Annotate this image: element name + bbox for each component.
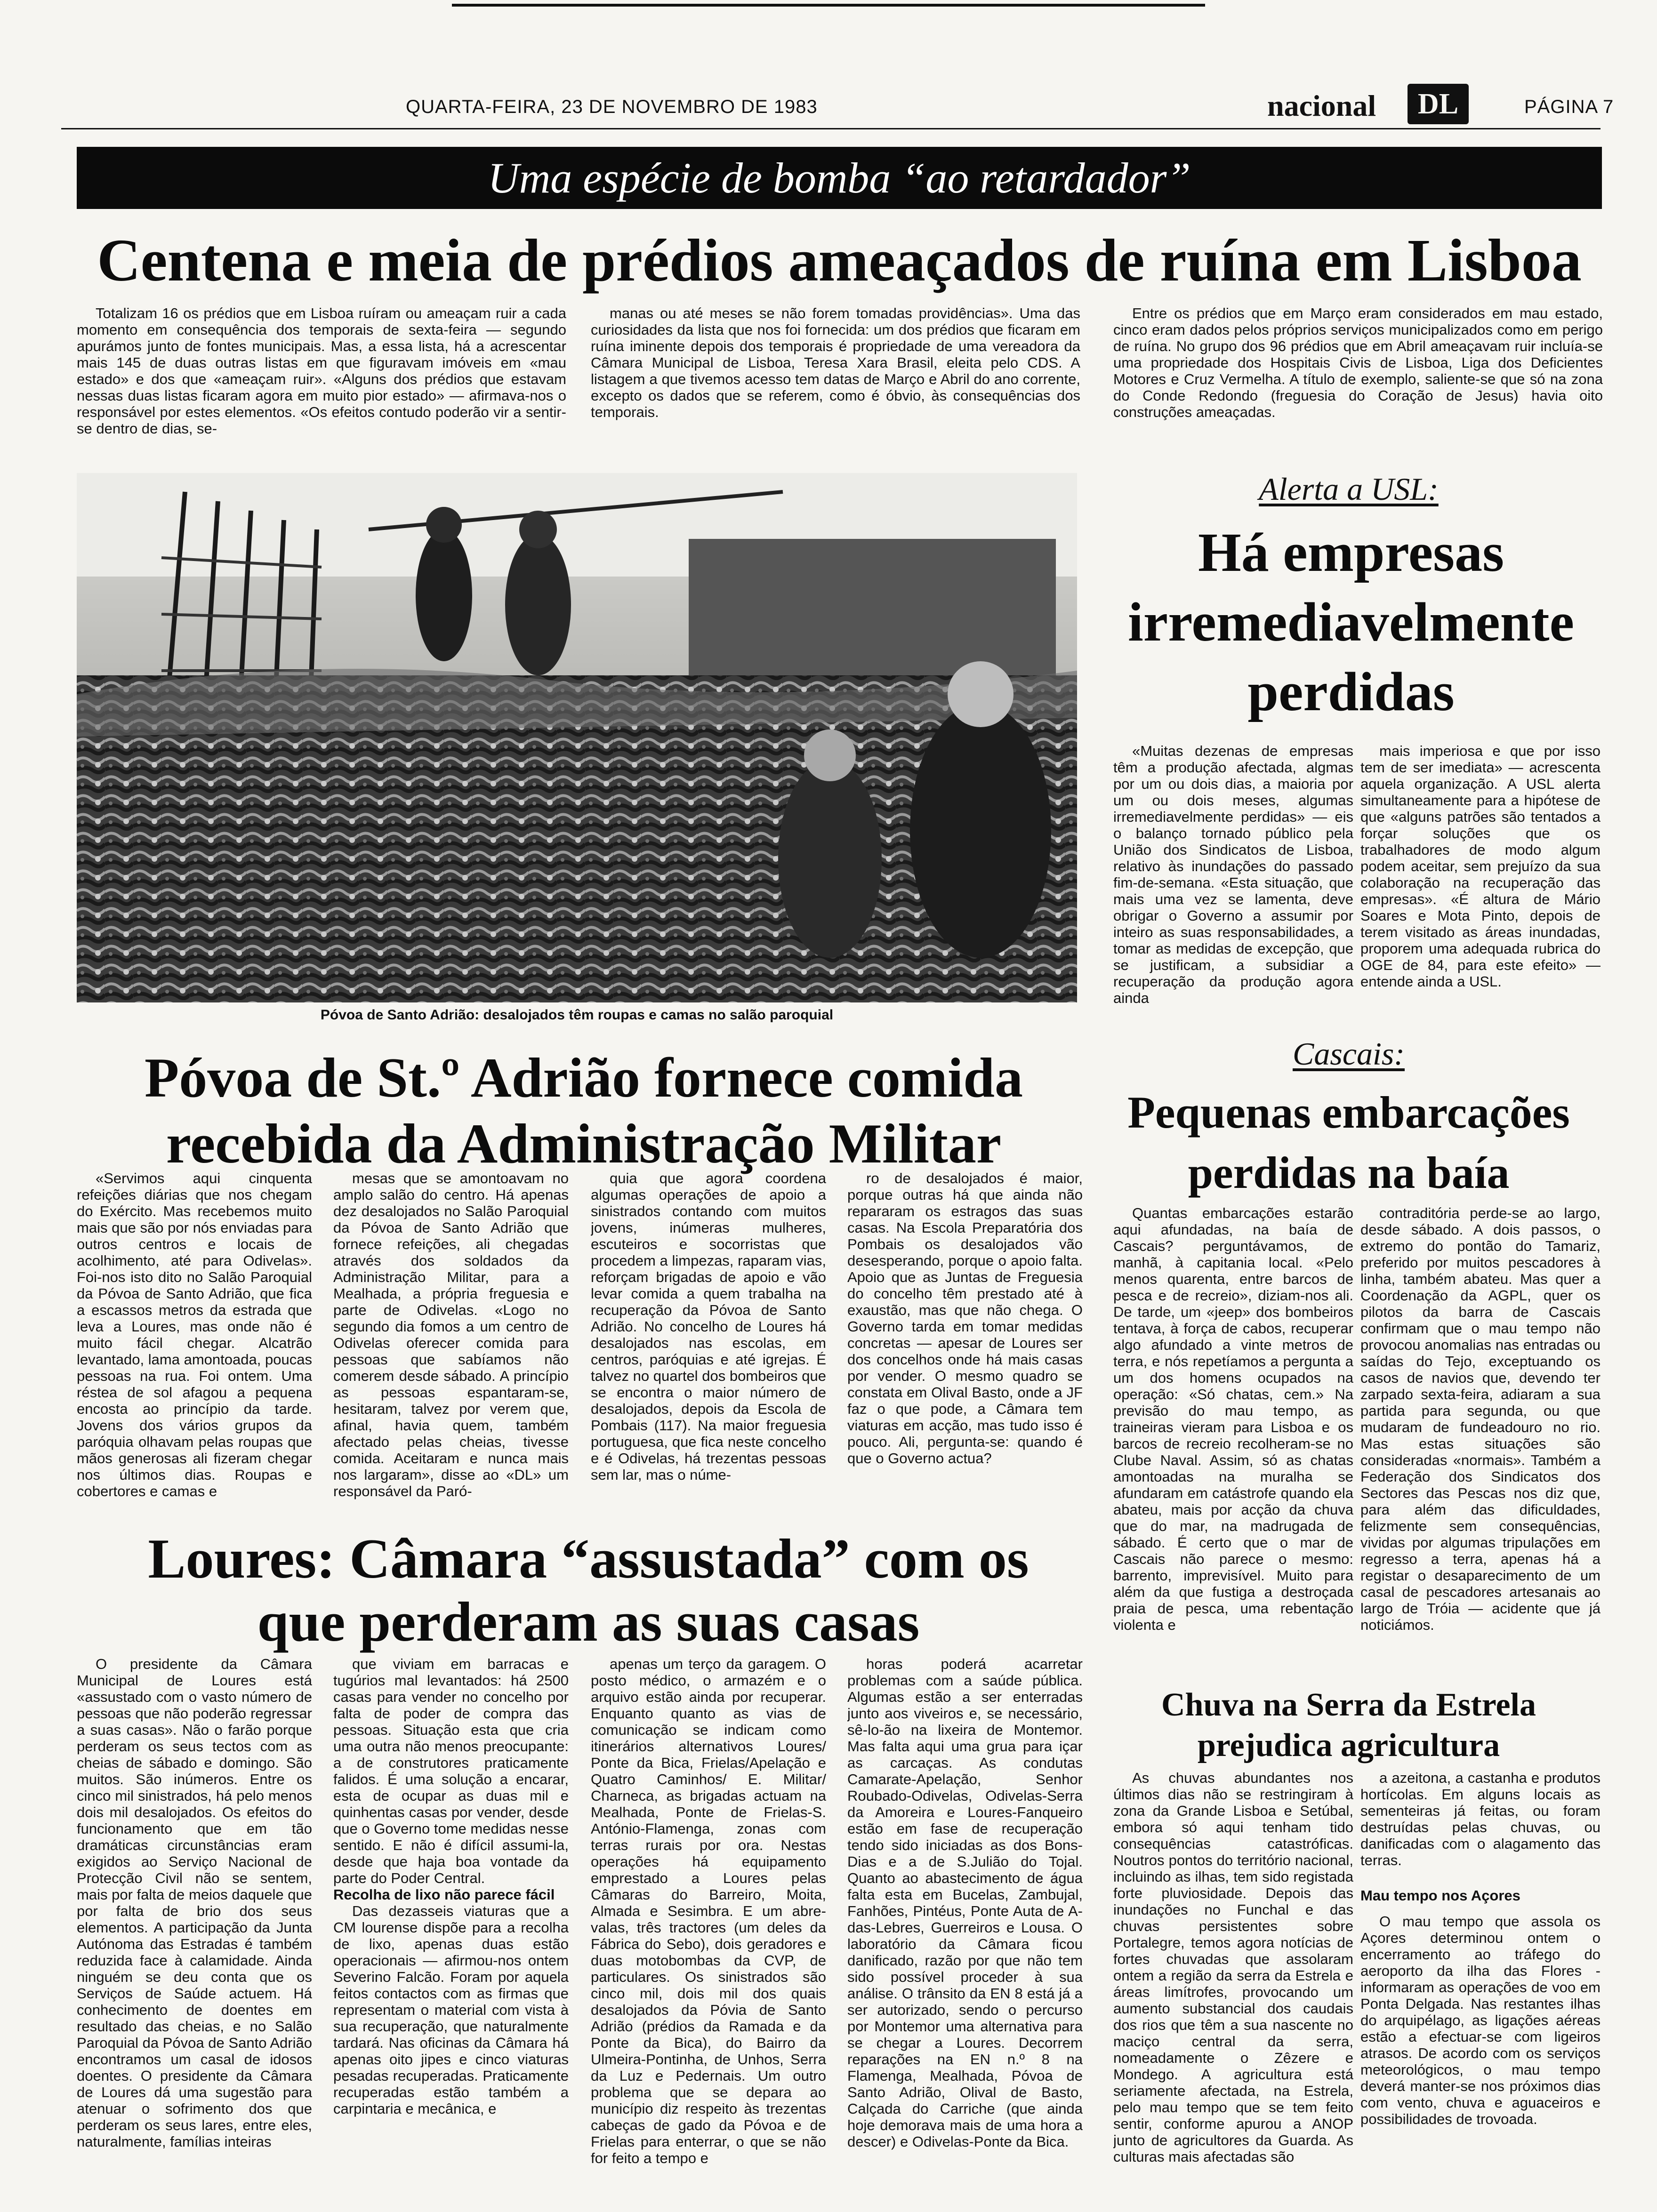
povoa-col4: ro de desalojados é maior, porque outras há que ainda não repararam os estragos das suas casas. Na Escola Preparatória dos Pombais os desalojados vão desesperando, porque o apoio falta. Apoio que as Juntas de Freguesia do concelho têm prestado até à exaustão, mas que não chega. O Governo tarda em tomar medidas concretas — apesar de Loures ser dos concelhos onde há mais casas por vender. O mesmo quadro se constata em Olival Basto, onde a JF faz o que pode, a Câmara tem viaturas em acção, mas tudo isso é pouco. Ali, pergunta-se: quando é que o Governo actua? xyxy=(847,1170,1083,1467)
section-name: nacional xyxy=(1267,89,1376,122)
photo-scene xyxy=(77,473,1077,1002)
usl-kicker: Alerta a USL: xyxy=(1259,471,1439,507)
usl-col1: «Muitas dezenas de empresas têm a produção afectada, algmas por um ou dois dias, a maioria por um ou dois meses, algumas irremediavelmente perdidas» — eis o balanço tornado público pela União dos Sindicatos de Lisboa, relativo às inundações do passado fim-de-semana. «Esta situação, que mais uma vez se lamenta, deve obrigar o Governo a assumir por inteiro as suas responsabilidades, a tomar as medidas de excepção, que se justificam, a subsidiar a recuperação da produção agora ainda xyxy=(1113,743,1353,1006)
cascais-headline: Pequenas embarcações perdidas na baía xyxy=(1127,1087,1570,1198)
loures-col1: O presidente da Câmara Municipal de Loures está «assustado com o vasto número de pessoas que não poderão regressar a suas casas». Não o farão porque perderam os seus tectos com as cheias de sábado e domingo. São muitos. São inúmeros. Entre os cinco mil sinistrados, há pelo menos dois mil desalojados. Os efeitos do funcionamento que em tão dramáticas circunstâncias eram exigidos ao Serviço Nacional de Protecção Civil não se sentem, mais por falta de meios daquele que por falta de brio dos seus elementos. A participação da Junta Autónoma das Estradas é também reduzida face à calamidade. Ainda ninguém se deu conta que os Serviços de Saúde actuem. Há conhecimento de doentes em resultado das cheias, e no Salão Paroquial da Póvoa de Santo Adrião encontramos um casal de idosos doentes. O presidente da Câmara de Loures dá uma sugestão para atenuar o sofrimento dos que perderam os seus lares, entre eles, naturalmente, famílias inteiras xyxy=(77,1656,312,2150)
photo-caption: Póvoa de Santo Adrião: desalojados têm roupas e camas no salão paroquial xyxy=(320,1007,834,1023)
loures-col4: horas poderá acarretar problemas com a saúde pública. Algumas estão a ser enterradas junto aos viveiros e, se necessário, sê-lo-ão na lixeira de Montemor. Mas falta aqui uma grua para içar as carcaças. As condutas Camarate-Apelação, Senhor Roubado-Odivelas, Odivelas-Serra da Amoreira e Loures-Fanqueiro estão em fase de recuperação tendo sido iniciadas as dos Bons-Dias e a de S.Julião do Tojal. Quanto ao abastecimento de água falta esta em Bucelas, Zambujal, Fanhões, Pintéus, Ponte Auta de A-das-Lebres, Guerreiros e Lousa. O laboratório da Câmara ficou danificado, razão por que não tem sido possível proceder à sua análise. O trânsito da EN 8 está já a ser autorizado, sendo o percurso por Montemor uma alternativa para se chegar a Loures. Decorrem reparações na EN n.º 8 na Flamenga, Mealhada, Póvoa de Santo Adrião, Olival de Basto, Calçada do Carriche (que ainda hoje demorava mais de uma hora a descer) e Odivelas-Ponte da Bica. xyxy=(847,1656,1083,2150)
top-edge-rule xyxy=(452,4,1205,7)
loures-headline: Loures: Câmara “assustada” com os que perderam as suas casas xyxy=(148,1527,1029,1653)
masthead-rule xyxy=(61,128,1601,129)
loures-subhead: Recolha de lixo não parece fácil xyxy=(333,1886,555,1903)
logo-text: DL xyxy=(1417,88,1459,120)
news-photo xyxy=(77,473,1077,1002)
article1-col2: manas ou até meses se não forem tomadas providências». Uma das curiosidades da lista que nos foi fornecida: um dos prédios que ficaram em ruína iminente depois dos temporais é propriedade de uma vereadora da Câmara Municipal de Lisboa, Teresa Xara Brasil, eleita pelo CDS. A listagem a que tivemos acesso tem datas de Março e Abril do ano corrente, excepto os dados que se referem, como é óbvio, às consequências dos temporais. xyxy=(591,305,1080,420)
usl-headline: Há empresas irremediavelmente perdidas xyxy=(1128,521,1574,722)
estrela-headline: Chuva na Serra da Estrela prejudica agricultura xyxy=(1161,1687,1536,1763)
povoa-headline: Póvoa de St.º Adrião fornece comida recebida da Administração Militar xyxy=(144,1046,1023,1175)
cascais-kicker: Cascais: xyxy=(1293,1036,1405,1072)
povoa-col3: quia que agora coordena algumas operações de apoio a sinistrados contando com muitos jovens, inúmeras mulheres, escuteiros e socorristas que procedem a limpezas, raparam vias, reforçam brigadas de apoio e vão levar comida a quem trabalha na recuperação da Póvoa de Santo Adrião. No concelho de Loures há desalojados nas escolas, em centros, paróquias e até igrejas. É talvez no quartel dos bombeiros que se encontra o maior número de desalojados, depois da Escola de Pombais (117). Na maior freguesia portuguesa, que fica neste concelho e é Odivelas, há trezentas pessoas sem lar, mas o núme- xyxy=(591,1170,826,1483)
cascais-col2: contraditória perde-se ao largo, desde sábado. A dois passos, o extremo do pontão do Tamariz, preferido por muitos pescadores à linha, também abateu. Mas quer a Coordenação da AGPL, quer os pilotos da barra de Cascais confirmam que o mau tempo não provocou anomalias nas entradas ou saídas do Tejo, exceptuando os casos de navios que, devendo ter zarpado sexta-feira, adiaram a sua partida para segunda, ou que mudaram de fundeadouro no rio. Mas estas situações são consideradas «normais». Também a Federação dos Sindicatos dos Sectores das Pescas nos diz que, para além das dificuldades, felizmente sem consequências, vividas por algumas tripulações em regresso a terra, apenas há a registar o desaparecimento de um casal de pescadores artesanais ao largo de Tróia — acidente que já noticiámos. xyxy=(1360,1205,1601,1633)
page-number: PÁGINA 7 xyxy=(1524,96,1614,117)
article1-col3: Entre os prédios que em Março eram considerados em mau estado, cinco eram dados pelos próprios serviços municipalizados como em perigo de ruína. No grupo dos 96 prédios que em Abril ameaçavam ruir incluía-se uma propriedade dos Hospitais Civis de Lisboa, Liga dos Deficientes Motores e Cruz Vermelha. A título de exemplo, saliente-se que só na zona do Conde Redondo (freguesia do Coração de Jesus) havia oito construções ameaçadas. xyxy=(1113,305,1603,420)
cascais-col1: Quantas embarcações estarão aqui afundadas, na baía de Cascais? perguntávamos, de manhã, à capitania local. «Pelo menos quarenta, entre barcos de pesca e de recreio», diziam-nos ali. De tarde, um «jeep» dos bombeiros tentava, à força de cabos, recuperar algo afundado a vinte metros de terra, e nós repetíamos a pergunta a um dos homens ocupados na operação: «Só chatas, cem.» Na previsão do mau tempo, as traineiras vieram para Lisboa e os barcos de recreio recolheram-se no Clube Naval. Assim, só as chatas amontoadas na muralha se afundaram em catástrofe quando ela abateu, mais por acção da chuva que do mar, na madrugada de sábado. É certo que o mar de Cascais não parece o mesmo: barrento, imprevisível. Muito para além da que fustiga a destroçada praia de pesca, uma rebentação violenta e xyxy=(1113,1205,1353,1633)
loures-col3: apenas um terço da garagem. O posto médico, o armazém e o arquivo estão ainda por recuperar. Enquanto quanto as vias de comunicação se indicam como itinerários alternativos Loures/ Ponte da Bica, Frielas/Apelação e Quatro Caminhos/ E. Militar/ Charneca, as brigadas actuam na Mealhada, Ponte de Frielas-S. António-Flamenga, zonas com terras rurais por ora. Nestas operações há equipamento emprestado a Loures pelas Câmaras do Barreiro, Moita, Almada e Sesimbra. E um abre-valas, três tractores (um deles da Fábrica do Sebo), dois geradores e duas motobombas da CVP, de particulares. Os sinistrados são cinco mil, dois mil dos quais desalojados da Póvia de Santo Adrião (prédios da Ramada e da Ponte da Bica), do Bairro da Ulmeira-Pontinha, de Unhos, Serra da Luz e Pedernais. Um outro problema que se depara ao município diz respeito às trezentas cabeças de gado da Póvoa e de Frielas para enterrar, o que se não for feito a tempo e xyxy=(591,1656,826,2166)
estrela-col1: As chuvas abundantes nos últimos dias não se restringiram à zona da Grande Lisboa e Setúbal, embora só aqui tenham tido consequências catastróficas. Noutros pontos do território nacional, incluindo as ilhas, tem sido registada forte pluviosidade. Depois das inundações no Funchal e das chuvas persistentes sobre Portalegre, temos agora notícias de fortes chuvadas que assolaram ontem a região da serra da Estrela e áreas limítrofes, provocando um aumento substancial dos caudais dos rios que têm a sua nascente no maciço central da serra, nomeadamente o Zêzere e Mondego. A agricultura está seriamente afectada, na Estrela, pelo mau tempo que se tem feito sentir, conforme apurou a ANOP junto de agricultores da Guarda. As culturas mais afectadas são xyxy=(1113,1770,1353,2165)
newspaper-logo xyxy=(1408,84,1469,124)
povoa-col1: «Servimos aqui cinquenta refeições diárias que nos chegam do Exército. Mas recebemos muito mais que são por nós enviadas para outros centros e locais de acolhimento, até para Odivelas». Foi-nos isto dito no Salão Paroquial da Póvoa de Santo Adrião, que fica a escassos metros da estrada que leva a Loures, mas onde não é muito fácil chegar. Alcatrão levantado, lama amontoada, poucas pessoas na rua. Foi ontem. Uma réstea de sol afagou a pequena encosta ao princípio da tarde. Jovens dos vários grupos da paróquia olhavam pelas roupas que mãos generosas ali fizeram chegar nos últimos dias. Roupas e cobertores e camas e xyxy=(77,1170,312,1499)
banner-text: Uma espécie de bomba “ao retardador” xyxy=(488,154,1191,202)
loures-col2: que viviam em barracas e tugúrios mal levantados: há 2500 casas para vender no concelho por falta de poder de compra das pessoas. Situação esta que cria uma outra não menos preocupante: a de construtores praticamente falidos. É uma solução a encarar, esta de ocupar as duas mil e quinhentas casas por vender, desde que o Governo tome medidas nesse sentido. E não é difícil assumi-la, desde que haja boa vontade da parte do Poder Central. Recolha de lixo não parece fácil Das dezasseis viaturas que a CM lourense dispõe para a recolha de lixo, apenas duas estão operacionais — afirmou-nos ontem Severino Falcão. Foram por aquela feitos contactos com as firmas que representam o material com vista à sua recuperação, que naturalmente tardará. Nas oficinas da Câmara há apenas oito jipes e cinco viaturas pesadas recuperadas. Praticamente recuperadas estão também a carpintaria e mecânica, e xyxy=(333,1656,569,2117)
usl-col2: mais imperiosa e que por isso tem de ser imediata» — acrescenta aquela organização. A USL alerta simultaneamente para a hipótese de que «alguns patrões são tentados a forçar soluções que os trabalhadores de modo algum podem aceitar, sem prejuízo da sua colaboração na recuperação das empresas». «É altura de Mário Soares e Mota Pinto, depois de terem visitado as áreas inundadas, proporem uma adequada rubrica do OGE de 84, para este efeito» — entende ainda a USL. xyxy=(1360,743,1601,990)
banner-bar xyxy=(77,147,1602,209)
povoa-col2: mesas que se amontoavam no amplo salão do centro. Há apenas dez desalojados no Salão Paroquial da Póvoa de Santo Adrião que fornece refeições, ali chegadas através dos soldados da Administração Militar, para a Mealhada, a própria freguesia e parte de Odivelas. «Logo no segundo dia fomos a um centro de Odivelas oferecer comida para pessoas que sabíamos não comerem desde sábado. A princípio as pessoas espantaram-se, hesitaram, talvez por verem que, afinal, havia quem, também afectado pelas cheias, tivesse comida. Aceitaram e nunca mais nos largaram», disse ao «DL» um responsável da Paró- xyxy=(333,1170,569,1499)
article1-col1: Totalizam 16 os prédios que em Lisboa ruíram ou ameaçam ruir a cada momento em consequência dos temporais de sexta-feira — segundo apurámos junto de fontes municipais. Mas, a essa lista, há a acrescentar mais 145 de duas outras listas em que figuravam imóveis em «mau estado» e dos que «ameaçam ruir». «Alguns dos prédios que estavam nessas duas listas ficaram agora em muito pior estado» — afirmava-nos o responsável por estes elementos. «Os efeitos contudo poderão vir a sentir-se dentro de dias, se- xyxy=(77,305,566,437)
estrela-subhead: Mau tempo nos Açores xyxy=(1360,1887,1520,1904)
estrela-col2: a azeitona, a castanha e produtos hortícolas. Em alguns locais as sementeiras já feitas, ou foram destruídas pelas chuvas, ou danificadas com o alagamento das terras. Mau tempo nos Açores O mau tempo que assola os Açores determinou ontem o encerramento ao tráfego do aeroporto da ilha das Flores - informaram as operações de voo em Ponta Delgada. Nas restantes ilhas do arquipélago, as ligações aéreas estão a efectuar-se com ligeiros atrasos. De acordo com os serviços meteorológicos, o mau tempo deverá manter-se nos próximos dias com vento, chuva e aguaceiros e possibilidades de trovoada. xyxy=(1360,1770,1601,2127)
article1-headline: Centena e meia de prédios ameaçados de ruína em Lisboa xyxy=(97,227,1582,294)
masthead-date: QUARTA-FEIRA, 23 DE NOVEMBRO DE 1983 xyxy=(406,96,818,117)
